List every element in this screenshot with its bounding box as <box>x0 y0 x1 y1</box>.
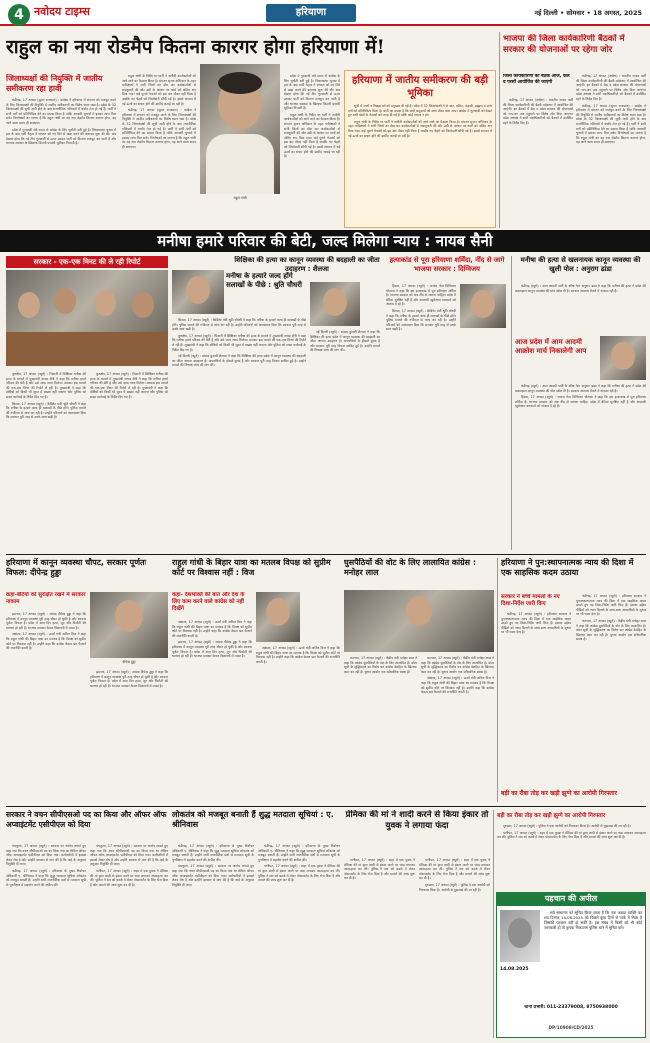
bjp-body-text: चंडीगढ़, 17 अगस्त (अर्चना) : भारतीय जनता पार्टी की जिला कार्यकारिणी की बैठकें प्रदेशभर में आयोजित की जाएंगी। इन बैठकों में केंद्र व प्रदेश सरकार की योजनाओं को जन-जन तक पहुंचाने पर विशेष जोर दिया जाएगा। प्रदेश अध्यक्ष ने सभी पदाधिकारियों को बैठकों में उपस्थित रहने के निर्देश दिए हैं। <box>503 98 573 125</box>
cpso-body-3-text: पानीपत, 17 अगस्त (ब्यूरो) : शहर में एक युवक ने प्रेमिका की मां द्वारा शादी से इंकार करने पर फंदा लगाकर आत्महत्या कर ली। पुलिस ने शव को कब्जे में लेकर पोस्टमार्टम के लिए भेज दिया है और मामले की जांच शुरू कर दी है। <box>90 868 168 887</box>
page-number: 4 <box>8 4 30 26</box>
shailja-body <box>310 330 380 550</box>
manisha-body-left-text-2: सिरसा, 17 अगस्त (ब्यूरो) : कैबिनेट मंत्री श्रुति चौधरी ने कहा कि मनीषा के हत्यारे जल्द ही सलाखों के पीछे होंगे। पुलिस मामले की गंभीरता से जांच कर रही है। उन्होंने परिजनों को आश्वासन दिया कि सरकार पूरी तरह से उनके साथ खड़ी है। <box>6 401 86 420</box>
dhanda-body-text: चंडीगढ़ (ब्यूरो) : आम आदमी पार्टी के वरिष्ठ नेता अनुराग ढांडा ने कहा कि मनीषा की हत्या ने प्रदेश की खस्ताहाल कानून व्यवस्था की पोल खोल दी है। सरकार अपराध रोकने में नाकाम रही है। <box>515 284 646 293</box>
lead-headline: राहुल का नया रोडमैप कितना कारगर होगा हरियाणा में! <box>6 36 385 58</box>
manohar-head <box>406 596 432 626</box>
digvijay-body-text: हिसार, 17 अगस्त (ब्यूरो) : जजपा नेता दिग्विजय चौटाला ने कहा कि इस हत्याकांड से पूरा हरियाणा शर्मिंदा है। भाजपा सरकार को अब नींद से जागना चाहिए। प्रदेश में बेटियां सुरक्षित नहीं हैं और अपराधी खुलेआम वारदातों को अंजाम दे रहे हैं। <box>386 284 456 307</box>
aap-box: आज प्रदेश में आम आदमी आक्रोश मार्च निकालेगी आप <box>515 338 587 355</box>
cm-meeting-photo <box>6 270 168 366</box>
hooda-photo <box>90 592 168 658</box>
srinivas-body-2-text: चंडीगढ़, 17 अगस्त (ब्यूरो) : हरियाणा के मुख्य निर्वाचन अधिकारी ए. श्रीनिवास ने कहा कि शुद्ध मतदाता सूचियां लोकतंत्र को मजबूत बनाती हैं। उन्होंने सभी राजनीतिक दलों से मतदाता सूची के पुनरीक्षण में सहयोग करने की अपील की। <box>258 844 340 862</box>
srinivas-body-3-text: पानीपत, 17 अगस्त (ब्यूरो) : शहर में एक युवक ने प्रेमिका की मां द्वारा शादी से इंकार करने पर फंदा लगाकर आत्महत्या कर ली। पुलिस ने शव को कब्जे में लेकर पोस्टमार्टम के लिए भेज दिया है और मामले की जांच शुरू कर दी है। <box>258 864 340 883</box>
person-1 <box>18 292 40 318</box>
shailja-body-text: नई दिल्ली (ब्यूरो) : सांसद कुमारी शैलजा ने कहा कि शिक्षिका की हत्या प्रदेश में कानून व्यवस्था की बदहाली का जीता जागता उदाहरण है। अपराधियों के हौसले बुलंद हैं और सरकार पूरी तरह विफल साबित हुई है। उन्होंने मामले की निष्पक्ष जांच की मांग की। <box>310 330 380 353</box>
manohar-body-2 <box>421 656 494 802</box>
dhanda-body <box>515 284 646 334</box>
lead-body-2c-text: राहुल गांधी के निर्देश पर पार्टी ने जमीनी कार्यकर्ताओं को आगे लाने का फैसला किया है। संगठन सृजन अभियान के तहत पर्यवेक्षकों ने सभी जिलों का दौरा कर कार्यकर्ताओं से रायशुमारी की और उसी के आधार पर नामों को अंतिम रूप दिया गया। कई पुराने नेताओं को इस बार मौका नहीं मिला है जबकि नए चेहरों को जिम्मेदारी सौंपी गई है। इससे संगठन में नई ऊर्जा का संचार होने की उम्मीद जताई जा रही है। <box>284 112 340 159</box>
lead-body-1 <box>6 98 116 226</box>
suicide-body-2 <box>419 858 490 1038</box>
bjp-subheadline: जिला कार्यकारिणी की बैठक आज, कल व परसों आयोजित की जाएंगी <box>503 74 570 85</box>
hooda-head <box>115 600 143 632</box>
hooda-caption: दीपेन्द्र हुड्डा <box>122 660 136 664</box>
lead-body-3b-text: प्रदेश में गुटबाजी लंबे समय से कांग्रेस के लिए चुनौती बनी हुई है। विधानसभा चुनाव में हार के बाद पार्टी नेतृत्व ने संगठन को नए सिरे से खड़ा करने की कवायद शुरू की थी। अब देखना होगा कि नई टीम गुटबाजी से ऊपर उठकर पार्टी को कितना मजबूत कर पाती है और भाजपा सरकार के खिलाफ कितनी प्रभावी भूमिका निभाती है। <box>284 74 340 111</box>
appeal-photo <box>500 910 540 962</box>
manisha-body-left-2 <box>90 372 168 550</box>
shruti-body-text-3: नई दिल्ली (ब्यूरो) : सांसद कुमारी शैलजा ने कहा कि शिक्षिका की हत्या प्रदेश में कानून व्यवस्था की बदहाली का जीता जागता उदाहरण है। अपराधियों के हौसले बुलंद हैं और सरकार पूरी तरह विफल साबित हुई है। उन्होंने मामले की निष्पक्ष जांच की मांग की। <box>172 354 306 368</box>
shruti-body-text: सिरसा, 17 अगस्त (ब्यूरो) : कैबिनेट मंत्री श्रुति चौधरी ने कहा कि मनीषा के हत्यारे जल्द ही सलाखों के पीछे होंगे। पुलिस मामले की गंभीरता से जांच कर रही है। उन्होंने परिजनों को आश्वासन दिया कि सरकार पूरी तरह से उनके साथ खड़ी है। <box>172 318 306 332</box>
hooda-body-2 <box>90 670 168 802</box>
cpso-body <box>6 844 86 1038</box>
restorative-headline: हरियाणा ने पुन:स्थापनात्मक न्याय की दिशा में एक साहसिक कदम उठाया <box>501 558 634 577</box>
dhanda-divider <box>511 256 512 550</box>
hooda-body <box>6 612 86 802</box>
appeal-title: पहचान की अपील <box>496 892 646 906</box>
lead-body-2 <box>122 74 196 226</box>
bjp-body-text-2: चंडीगढ़, 17 अगस्त (अर्चना) : भारतीय जनता पार्टी की जिला कार्यकारिणी की बैठकें प्रदेशभर में आयोजित की जाएंगी। इन बैठकों में केंद्र व प्रदेश सरकार की योजनाओं को जन-जन तक पहुंचाने पर विशेष जोर दिया जाएगा। प्रदेश अध्यक्ष ने सभी पदाधिकारियों को बैठकों में उपस्थित रहने के निर्देश दिए हैं। <box>576 74 646 101</box>
cpso-body-2-text: पंचकूला, 17 अगस्त (ब्यूरो) : सरकार पर आरोप लगाते हुए कहा गया कि वचन सीपीएसओ पद का किया गया था लेकिन ऑफर ऑफ अप्वाइंटमेंट एसीपीएल को दिया गया। कर्मचारियों में इसको लेकर रोष है और उन्होंने सरकार से मांग की है कि वादे के अनुसार नियुक्ति दी जाए। <box>90 844 168 867</box>
dhanda-body-text-2: चंडीगढ़ (ब्यूरो) : आम आदमी पार्टी के वरिष्ठ नेता अनुराग ढांडा ने कहा कि मनीषा की हत्या ने प्रदेश की खस्ताहाल कानून व्यवस्था की पोल खोल दी है। सरकार अपराध रोकने में नाकाम रही है। <box>515 384 646 393</box>
table-shape <box>6 332 168 366</box>
bjp-headline: भाजपा की जिला कार्यकारिणी बैठकों में सरकार की योजनाओं पर रहेगा जोर <box>503 34 625 55</box>
person-4 <box>132 292 154 318</box>
appeal-face <box>508 918 532 948</box>
arrest-body <box>497 824 646 888</box>
shruti-quote: मनीषा के हत्यारे जल्द होंगे सलाखों के पीछे : श्रुति चौधरी <box>226 272 302 289</box>
srinivas-body <box>172 844 254 1038</box>
digvijay-body <box>386 284 456 550</box>
row4-rule <box>6 806 646 807</box>
manohar-body-text: करनाल, 17 अगस्त (ब्यूरो) : केंद्रीय मंत्री मनोहर लाल ने कहा कि कांग्रेस घुसपैठियों के वोट के लिए लालायित है। वोटर सूची के शुद्धिकरण का विरोध कर कांग्रेस देशहित के खिलाफ काम कर रही है। चुनाव आयोग एक संवैधानिक संस्था है। <box>344 656 417 674</box>
shailja-headline: शिक्षिका की हत्या का कानून व्यवस्था की बदहाली का जीता उदाहरण : शैलजा <box>234 256 380 273</box>
hooda-body-2-text: झज्जर, 17 अगस्त (ब्यूरो) : सांसद दीपेन्द्र हुड्डा ने कहा कि हरियाणा में कानून व्यवस्था पूरी तरह चौपट हो चुकी है और सरकार पूर्णतः विफल है। प्रदेश में आए दिन हत्या, लूट और फिरौती की घटनाएं हो रही हैं। भाजपा सरकार केवल विज्ञापनों में व्यस्त है। <box>90 670 168 688</box>
caste-box-text: सूची में जाटों व पिछड़ा वर्ग को प्रमुखता दी गई है। प्रदेश में 32 जिलाध्यक्षों में से जाट, दलित, पंजाबी, ब्राह्मण व अन्य वर्गों को प्रतिनिधित्व मिला है। पार्टी का प्रयास है कि सभी समुदायों को साथ लेकर चला जाए। कांग्रेस में गुटबाजी को देखते हुए सभी खेमों के नेताओं को जगह दी गई है ताकि कोई नाराज न हो। <box>348 104 492 118</box>
manisha-banner-headline: मनीषा हमारे परिवार की बेटी, जल्द मिलेगा न्याय : नायब सैनी <box>0 230 650 252</box>
vij-body <box>172 620 252 802</box>
dhanda-body-text-3: हिसार, 17 अगस्त (ब्यूरो) : जजपा नेता दिग्विजय चौटाला ने कहा कि इस हत्याकांड से पूरा हरियाणा शर्मिंदा है। भाजपा सरकार को अब नींद से जागना चाहिए। प्रदेश में बेटियां सुरक्षित नहीं हैं और अपराधी खुलेआम वारदातों को अंजाम दे रहे हैं। <box>515 395 646 409</box>
manohar-photo <box>344 590 494 652</box>
section-tag: हरियाणा <box>266 4 356 22</box>
cpso-body-text: पंचकूला, 17 अगस्त (ब्यूरो) : सरकार पर आरोप लगाते हुए कहा गया कि वचन सीपीएसओ पद का किया गया था लेकिन ऑफर ऑफ अप्वाइंटमेंट एसीपीएल को दिया गया। कर्मचारियों में इसको लेकर रोष है और उन्होंने सरकार से मांग की है कि वादे के अनुसार नियुक्ति दी जाए। <box>6 844 86 867</box>
vij-head <box>266 598 290 626</box>
srinivas-headline: लोकतंत्र को मजबूत बनाती हैं शुद्ध मतदाता सूचियां : ए. श्रीनिवास <box>172 810 334 829</box>
restorative-subheadline: सरकार ने बच्चे मामलों के नए दिशा-निर्देश जारी किए <box>501 594 560 607</box>
suicide-body-text: पानीपत, 17 अगस्त (ब्यूरो) : शहर में एक युवक ने प्रेमिका की मां द्वारा शादी से इंकार करने पर फंदा लगाकर आत्महत्या कर ली। पुलिस ने शव को कब्जे में लेकर पोस्टमार्टम के लिए भेज दिया है और मामले की जांच शुरू कर दी है। <box>344 858 415 881</box>
cpso-headline: सरकार ने वचन सीपीएसओ पद का किया और ऑफर ऑफ अप्वाइंटमेंट एसीपीएल को दिया <box>6 810 167 829</box>
digvijay-headline: हत्याकांड से पूरा हरियाणा शर्मिंदा, नींद से जागे भाजपा सरकार : दिग्विजय <box>389 256 505 273</box>
shruti-photo <box>172 270 224 314</box>
hooda-body-text-2: अंबाला, 17 अगस्त (ब्यूरो) : ऊर्जा मंत्री अनिल विज ने कहा कि राहुल गांधी की बिहार यात्रा का मतलब है कि विपक्ष को सुप्रीम कोर्ट पर विश्वास नहीं है। उन्होंने कहा कि कांग्रेस केवल भ्रम फैलाने की राजनीति करती है। <box>6 632 86 651</box>
lead-body-2-text: राहुल गांधी के निर्देश पर पार्टी ने जमीनी कार्यकर्ताओं को आगे लाने का फैसला किया है। संगठन सृजन अभियान के तहत पर्यवेक्षकों ने सभी जिलों का दौरा कर कार्यकर्ताओं से रायशुमारी की और उसी के आधार पर नामों को अंतिम रूप दिया गया। कई पुराने नेताओं को इस बार मौका नहीं मिला है जबकि नए चेहरों को जिम्मेदारी सौंपी गई है। इससे संगठन में नई ऊर्जा का संचार होने की उम्मीद जताई जा रही है। <box>122 74 196 106</box>
masthead <box>0 0 650 26</box>
paper-logo: नवोदय टाइम्स <box>34 5 90 18</box>
appeal-body <box>544 910 642 1000</box>
restorative-body-2 <box>576 594 646 784</box>
suicide-body <box>344 858 415 1038</box>
appeal-divider <box>493 810 494 1038</box>
suicide-body-3-text: गुरुग्राम, 17 अगस्त (ब्यूरो) : पुलिस ने एक आरोपी को गिरफ्तार किया है। आरोपी से पूछताछ की जा रही है। <box>419 882 490 892</box>
srinivas-body-text-2: पंचकूला, 17 अगस्त (ब्यूरो) : सरकार पर आरोप लगाते हुए कहा गया कि वचन सीपीएसओ पद का किया गया था लेकिन ऑफर ऑफ अप्वाइंटमेंट एसीपीएल को दिया गया। कर्मचारियों में इसको लेकर रोष है और उन्होंने सरकार से मांग की है कि वादे के अनुसार नियुक्ति दी जाए। <box>172 864 254 887</box>
person-2 <box>54 288 76 314</box>
rahul-photo <box>200 64 280 194</box>
dhanda-body-2 <box>515 384 646 550</box>
manisha-body-left-text: कुरुक्षेत्र, 17 अगस्त (ब्यूरो) : भिवानी में शिक्षिका मनीषा की हत्या के मामले में मुख्यमंत्री नायब सैनी ने कहा कि मनीषा हमारे परिवार की बेटी है और उसे जल्द न्याय मिलेगा। सरकार इस मामले की एक-एक मिनट की रिपोर्ट ले रही है। मुख्यमंत्री ने कहा कि दोषियों को किसी भी सूरत में बख्शा नहीं जाएगा और पुलिस को सख्त कार्रवाई के निर्देश दिए गए हैं। <box>6 372 86 399</box>
dateline: नई दिल्ली • सोमवार • 18 अगस्त, 2025 <box>534 9 642 17</box>
manohar-body-3-text: अंबाला, 17 अगस्त (ब्यूरो) : ऊर्जा मंत्री अनिल विज ने कहा कि राहुल गांधी की बिहार यात्रा का मतलब है कि विपक्ष को सुप्रीम कोर्ट पर विश्वास नहीं है। उन्होंने कहा कि कांग्रेस केवल भ्रम फैलाने की राजनीति करती है। <box>421 676 494 695</box>
restorative-body-text: चंडीगढ़, 17 अगस्त (ब्यूरो) : हरियाणा सरकार ने पुनःस्थापनात्मक न्याय की दिशा में एक साहसिक कदम उठाते हुए नए दिशा-निर्देश जारी किए हैं। इसका उद्देश्य पीड़ितों को न्याय दिलाने के साथ-साथ अपराधियों के सुधार पर भी ध्यान देना है। <box>501 612 571 635</box>
restorative-divider <box>497 558 498 802</box>
vij-headline: राहुल गांधी के बिहार यात्रा का मतलब विपक्ष को सुप्रीम कोर्ट पर विश्वास नहीं : विज <box>172 558 331 577</box>
digvijay-head <box>471 290 495 318</box>
caste-box-body <box>348 104 492 224</box>
vij-body-2 <box>256 646 340 802</box>
digvijay-photo <box>460 284 506 328</box>
appeal-contact: थाना प्रभारी: 011-23379008, 8750938000 <box>524 1005 618 1010</box>
bjp-body-text-3: चंडीगढ़, 17 अगस्त (सुमन राजपाल) : कांग्रेस ने हरियाणा में संगठन को मजबूत करने के लिए जिलाध्यक्षों की नियुक्ति में जातीय समीकरणों का विशेष ध्यान रखा है। प्रदेश के 32 जिलाध्यक्षों की सूची जारी होने के बाद राजनीतिक गलियारों में चर्चाएं तेज हो गई हैं। पार्टी ने सभी वर्गों को प्रतिनिधित्व देने का प्रयास किया है ताकि आगामी चुनावों में इसका लाभ मिल सके। विश्लेषकों का मानना है कि राहुल गांधी का यह नया रोडमैप कितना कारगर होगा, यह आने वाला समय ही बताएगा। <box>576 103 646 145</box>
manisha-body-left2-text: कुरुक्षेत्र, 17 अगस्त (ब्यूरो) : भिवानी में शिक्षिका मनीषा की हत्या के मामले में मुख्यमंत्री नायब सैनी ने कहा कि मनीषा हमारे परिवार की बेटी है और उसे जल्द न्याय मिलेगा। सरकार इस मामले की एक-एक मिनट की रिपोर्ट ले रही है। मुख्यमंत्री ने कहा कि दोषियों को किसी भी सूरत में बख्शा नहीं जाएगा और पुलिस को सख्त कार्रवाई के निर्देश दिए गए हैं। <box>90 372 168 399</box>
caste-box-title: हरियाणा में जातीय समीकरण की बड़ी भूमिका <box>352 75 488 99</box>
vij-photo <box>256 592 300 642</box>
manisha-body-left <box>6 372 86 550</box>
vij-body-text-2: झज्जर, 17 अगस्त (ब्यूरो) : सांसद दीपेन्द्र हुड्डा ने कहा कि हरियाणा में कानून व्यवस्था पूरी तरह चौपट हो चुकी है और सरकार पूर्णतः विफल है। प्रदेश में आए दिन हत्या, लूट और फिरौती की घटनाएं हो रही हैं। भाजपा सरकार केवल विज्ञापनों में व्यस्त है। <box>172 640 252 659</box>
appeal-date: 14.08.2025 <box>500 967 529 972</box>
lead-body-1-text: चंडीगढ़, 17 अगस्त (सुमन राजपाल) : कांग्रेस ने हरियाणा में संगठन को मजबूत करने के लिए जिलाध्यक्षों की नियुक्ति में जातीय समीकरणों का विशेष ध्यान रखा है। प्रदेश के 32 जिलाध्यक्षों की सूची जारी होने के बाद राजनीतिक गलियारों में चर्चाएं तेज हो गई हैं। पार्टी ने सभी वर्गों को प्रतिनिधित्व देने का प्रयास किया है ताकि आगामी चुनावों में इसका लाभ मिल सके। विश्लेषकों का मानना है कि राहुल गांधी का यह नया रोडमैप कितना कारगर होगा, यह आने वाला समय ही बताएगा। <box>6 98 116 125</box>
arrest-body-text-2: पानीपत, 17 अगस्त (ब्यूरो) : शहर में एक युवक ने प्रेमिका की मां द्वारा शादी से इंकार करने पर फंदा लगाकर आत्महत्या कर ली। पुलिस ने शव को कब्जे में लेकर पोस्टमार्टम के लिए भेज दिया है और मामले की जांच शुरू कर दी है। <box>497 830 646 840</box>
report-banner: सरकार - एक-एक मिनट की ले रही रिपोर्ट <box>6 256 168 268</box>
suicide-body-2-text: पानीपत, 17 अगस्त (ब्यूरो) : शहर में एक युवक ने प्रेमिका की मां द्वारा शादी से इंकार करने पर फंदा लगाकर आत्महत्या कर ली। पुलिस ने शव को कब्जे में लेकर पोस्टमार्टम के लिए भेज दिया है और मामले की जांच शुरू कर दी है। <box>419 858 490 881</box>
arrest-body-text: गुरुग्राम, 17 अगस्त (ब्यूरो) : पुलिस ने एक आरोपी को गिरफ्तार किया है। आरोपी से पूछताछ की जा रही है। <box>503 824 631 828</box>
bjp-body-1 <box>503 98 573 226</box>
rahul-photo-caption: राहुल गांधी <box>233 196 247 200</box>
bjp-body-2 <box>576 74 646 226</box>
vij-subheadline: कहा- देशभक्ति की बात और देश के लिए काम करने वाले कांग्रेस को नहीं दिखेंगे <box>172 592 245 612</box>
cpso-body-2 <box>90 844 168 1038</box>
lead-body-3 <box>284 74 340 226</box>
arrest-headline: बड़ी का रौबा तोड़ कर खड़ी झुग्गे का आरोपी गिरफ्तार <box>497 813 606 819</box>
digvijay-body-text-2: सिरसा, 17 अगस्त (ब्यूरो) : कैबिनेट मंत्री श्रुति चौधरी ने कहा कि मनीषा के हत्यारे जल्द ही सलाखों के पीछे होंगे। पुलिस मामले की गंभीरता से जांच कर रही है। उन्होंने परिजनों को आश्वासन दिया कि सरकार पूरी तरह से उनके साथ खड़ी है। <box>386 308 456 332</box>
shailja-photo <box>310 282 360 326</box>
restorative-body-2-text: चंडीगढ़, 17 अगस्त (ब्यूरो) : हरियाणा सरकार ने पुनःस्थापनात्मक न्याय की दिशा में एक साहसिक कदम उठाते हुए नए दिशा-निर्देश जारी किए हैं। इसका उद्देश्य पीड़ितों को न्याय दिलाने के साथ-साथ अपराधियों के सुधार पर भी ध्यान देना है। <box>576 594 646 617</box>
manohar-body <box>344 656 417 802</box>
hooda-headline: हरियाणा में कानून व्यवस्था चौपट, सरकार पूर्णतः विफल: दीपेन्द्र हुड्डा <box>6 558 147 577</box>
restorative-body-3-text: करनाल, 17 अगस्त (ब्यूरो) : केंद्रीय मंत्री मनोहर लाल ने कहा कि कांग्रेस घुसपैठियों के वोट के लिए लालायित है। वोटर सूची के शुद्धिकरण का विरोध कर कांग्रेस देशहित के खिलाफ काम कर रही है। चुनाव आयोग एक संवैधानिक संस्था है। <box>576 618 646 642</box>
photo-hair-shape <box>218 72 262 94</box>
dhanda-head <box>611 342 635 370</box>
row3-rule <box>6 554 646 555</box>
photo-shirt-shape <box>206 134 274 194</box>
dhanda-photo <box>600 336 646 380</box>
appeal-body-text: सर्व साधारण को सूचित किया जाता है कि एक अज्ञात व्यक्ति का शव दिनांक 14.08.2025 को पिछले कुछ दिनों से पार्क में मिला है जिसकी पहचान नहीं हो सकी है। इस संबंध में किसी को भी कोई जानकारी हो तो कृपया निकटतम पुलिस थाने में सूचित करें। <box>544 910 642 930</box>
manohar-body-2-text: करनाल, 17 अगस्त (ब्यूरो) : केंद्रीय मंत्री मनोहर लाल ने कहा कि कांग्रेस घुसपैठियों के वोट के लिए लालायित है। वोटर सूची के शुद्धिकरण का विरोध कर कांग्रेस देशहित के खिलाफ काम कर रही है। चुनाव आयोग एक संवैधानिक संस्था है। <box>421 656 494 674</box>
restorative-footer: बड़ी का रौबा तोड़ कर खड़ी झुग्गे का आरोपी गिरफ्तार <box>501 790 617 797</box>
shruti-body-text-2: कुरुक्षेत्र, 17 अगस्त (ब्यूरो) : भिवानी में शिक्षिका मनीषा की हत्या के मामले में मुख्यमंत्री नायब सैनी ने कहा कि मनीषा हमारे परिवार की बेटी है और उसे जल्द न्याय मिलेगा। सरकार इस मामले की एक-एक मिनट की रिपोर्ट ले रही है। मुख्यमंत्री ने कहा कि दोषियों को किसी भी सूरत में बख्शा नहीं जाएगा और पुलिस को सख्त कार्रवाई के निर्देश दिए गए हैं। <box>172 333 306 352</box>
dhanda-headline: मनीषा की हत्या से खलनायक कानून व्यवस्था की खुली पोल : अनुराग ढांडा <box>520 256 641 273</box>
srinivas-body-2 <box>258 844 340 1038</box>
vij-body-text: अंबाला, 17 अगस्त (ब्यूरो) : ऊर्जा मंत्री अनिल विज ने कहा कि राहुल गांधी की बिहार यात्रा का मतलब है कि विपक्ष को सुप्रीम कोर्ट पर विश्वास नहीं है। उन्होंने कहा कि कांग्रेस केवल भ्रम फैलाने की राजनीति करती है। <box>172 620 252 638</box>
shruti-head <box>186 276 210 304</box>
person-3 <box>94 290 116 316</box>
caste-box-text-2: राहुल गांधी के निर्देश पर पार्टी ने जमीनी कार्यकर्ताओं को आगे लाने का फैसला किया है। संगठन सृजन अभियान के तहत पर्यवेक्षकों ने सभी जिलों का दौरा कर कार्यकर्ताओं से रायशुमारी की और उसी के आधार पर नामों को अंतिम रूप दिया गया। कई पुराने नेताओं को इस बार मौका नहीं मिला है जबकि नए चेहरों को जिम्मेदारी सौंपी गई है। इससे संगठन में नई ऊर्जा का संचार होने की उम्मीद जताई जा रही है। <box>348 119 492 138</box>
srinivas-body-text: चंडीगढ़, 17 अगस्त (ब्यूरो) : हरियाणा के मुख्य निर्वाचन अधिकारी ए. श्रीनिवास ने कहा कि शुद्ध मतदाता सूचियां लोकतंत्र को मजबूत बनाती हैं। उन्होंने सभी राजनीतिक दलों से मतदाता सूची के पुनरीक्षण में सहयोग करने की अपील की। <box>172 844 254 862</box>
suicide-headline: प्रेमिका की मां ने शादी करने से किया इंकार तो युवक ने लगाया फंदा <box>345 810 489 831</box>
hooda-subheadline: कहा-बेटियों को सुरक्षित रखने में सरकार नाकाम <box>6 592 86 605</box>
manohar-headline: घुसपैठियों की वोट के लिए लालायित कांग्रेस : मनोहर लाल <box>344 558 477 577</box>
shruti-body <box>172 318 306 550</box>
cpso-body-text-2: चंडीगढ़, 17 अगस्त (ब्यूरो) : हरियाणा के मुख्य निर्वाचन अधिकारी ए. श्रीनिवास ने कहा कि शुद्ध मतदाता सूचियां लोकतंत्र को मजबूत बनाती हैं। उन्होंने सभी राजनीतिक दलों से मतदाता सूची के पुनरीक्षण में सहयोग करने की अपील की। <box>6 868 86 887</box>
lead-body-3-text: प्रदेश में गुटबाजी लंबे समय से कांग्रेस के लिए चुनौती बनी हुई है। विधानसभा चुनाव में हार के बाद पार्टी नेतृत्व ने संगठन को नए सिरे से खड़ा करने की कवायद शुरू की थी। अब देखना होगा कि नई टीम गुटबाजी से ऊपर उठकर पार्टी को कितना मजबूत कर पाती है और भाजपा सरकार के खिलाफ कितनी प्रभावी भूमिका निभाती है। <box>6 127 116 146</box>
bjp-divider <box>499 32 500 228</box>
shailja-head <box>323 288 347 316</box>
lead-subheadline: जिलाध्यक्षों की नियुक्ति में जातीय समीकरण रहा हावी <box>6 74 103 93</box>
lead-body-2b-text: चंडीगढ़, 17 अगस्त (सुमन राजपाल) : कांग्रेस ने हरियाणा में संगठन को मजबूत करने के लिए जिलाध्यक्षों की नियुक्ति में जातीय समीकरणों का विशेष ध्यान रखा है। प्रदेश के 32 जिलाध्यक्षों की सूची जारी होने के बाद राजनीतिक गलियारों में चर्चाएं तेज हो गई हैं। पार्टी ने सभी वर्गों को प्रतिनिधित्व देने का प्रयास किया है ताकि आगामी चुनावों में इसका लाभ मिल सके। विश्लेषकों का मानना है कि राहुल गांधी का यह नया रोडमैप कितना कारगर होगा, यह आने वाला समय ही बताएगा। <box>122 108 196 149</box>
vij-body-2-text: अंबाला, 17 अगस्त (ब्यूरो) : ऊर्जा मंत्री अनिल विज ने कहा कि राहुल गांधी की बिहार यात्रा का मतलब है कि विपक्ष को सुप्रीम कोर्ट पर विश्वास नहीं है। उन्होंने कहा कि कांग्रेस केवल भ्रम फैलाने की राजनीति करती है। <box>256 646 340 664</box>
appeal-dp-number: DP/10908/CD/2025 <box>548 1026 594 1031</box>
restorative-body <box>501 612 571 784</box>
hooda-body-text: झज्जर, 17 अगस्त (ब्यूरो) : सांसद दीपेन्द्र हुड्डा ने कहा कि हरियाणा में कानून व्यवस्था पूरी तरह चौपट हो चुकी है और सरकार पूर्णतः विफल है। प्रदेश में आए दिन हत्या, लूट और फिरौती की घटनाएं हो रही हैं। भाजपा सरकार केवल विज्ञापनों में व्यस्त है। <box>6 612 86 630</box>
